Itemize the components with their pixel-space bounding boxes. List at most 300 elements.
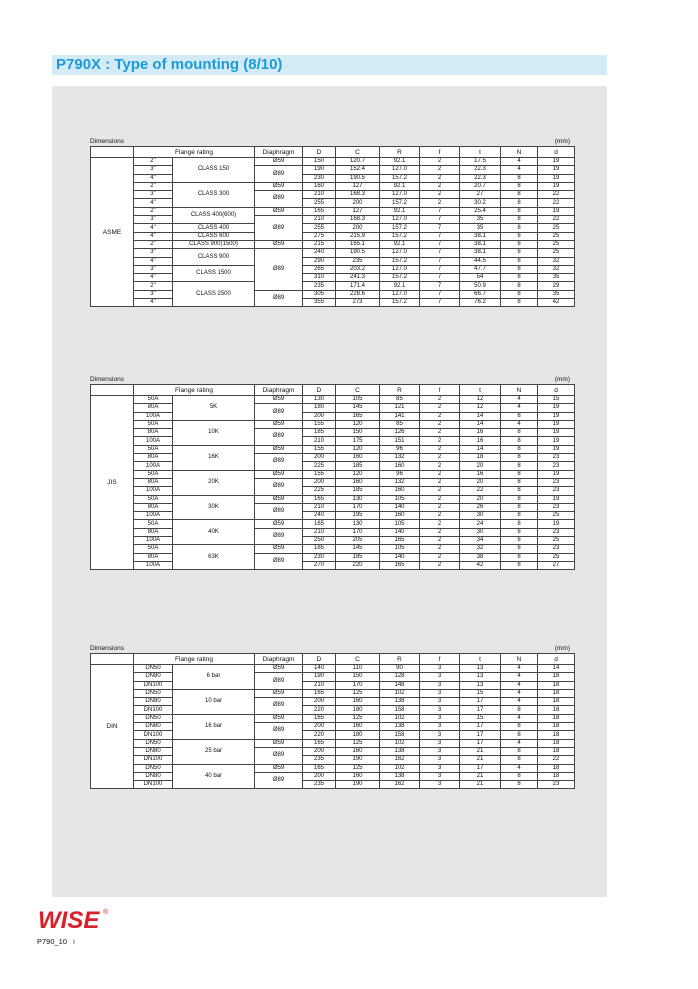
cell-c: 120 <box>336 420 380 428</box>
cell-t: 17 <box>460 764 501 772</box>
cell-c: 127 <box>336 182 380 190</box>
cell-r: 85 <box>380 396 420 404</box>
cell-d-outer: 200 <box>303 723 336 731</box>
cell-size: DN50 <box>134 739 173 747</box>
cell-d-outer: 165 <box>303 689 336 697</box>
cell-f: 7 <box>420 290 460 298</box>
cell-c: 190.5 <box>336 249 380 257</box>
cell-t: 21 <box>460 781 501 789</box>
cell-d-hole: 19 <box>538 520 575 528</box>
cell-r: 127.0 <box>380 166 420 174</box>
column-header: N <box>501 385 538 396</box>
table-row <box>91 166 575 174</box>
cell-t: 21 <box>460 756 501 764</box>
cell-n: 4 <box>501 689 538 697</box>
column-header: R <box>380 654 420 665</box>
cell-c: 180 <box>336 731 380 739</box>
table-row <box>91 545 575 553</box>
cell-d-hole: 25 <box>538 232 575 240</box>
cell-d-outer: 210 <box>303 503 336 511</box>
cell-d-outer: 240 <box>303 512 336 520</box>
cell-n: 8 <box>501 249 538 257</box>
cell-d-hole: 19 <box>538 182 575 190</box>
cell-size: DN100 <box>134 731 173 739</box>
cell-diaphragm: Ø89 <box>255 404 303 421</box>
cell-c: 170 <box>336 503 380 511</box>
cell-c: 150 <box>336 673 380 681</box>
cell-size: 2" <box>134 182 173 190</box>
cell-d-outer: 270 <box>303 561 336 569</box>
cell-c: 125 <box>336 764 380 772</box>
cell-f: 7 <box>420 249 460 257</box>
cell-d-outer: 230 <box>303 174 336 182</box>
cell-c: 165.1 <box>336 240 380 248</box>
cell-n: 8 <box>501 412 538 420</box>
cell-r: 165 <box>380 537 420 545</box>
cell-c: 130 <box>336 520 380 528</box>
cell-d-outer: 160 <box>303 182 336 190</box>
table-row <box>91 772 575 780</box>
cell-t: 25.4 <box>460 207 501 215</box>
cell-f: 3 <box>420 698 460 706</box>
cell-n: 4 <box>501 764 538 772</box>
cell-d-hole: 29 <box>538 282 575 290</box>
cell-c: 220 <box>336 561 380 569</box>
cell-f: 2 <box>420 182 460 190</box>
cell-c: 130 <box>336 495 380 503</box>
cell-r: 148 <box>380 681 420 689</box>
cell-d-outer: 240 <box>303 249 336 257</box>
table-row <box>91 706 575 714</box>
cell-d-outer: 225 <box>303 462 336 470</box>
table-row <box>91 739 575 747</box>
cell-f: 2 <box>420 495 460 503</box>
cell-d-hole: 23 <box>538 478 575 486</box>
cell-n: 8 <box>501 454 538 462</box>
table-row <box>91 429 575 437</box>
cell-size: 50A <box>134 545 173 553</box>
cell-f: 3 <box>420 673 460 681</box>
cell-c: 168.3 <box>336 191 380 199</box>
cell-size: DN100 <box>134 756 173 764</box>
cell-diaphragm: Ø89 <box>255 553 303 570</box>
cell-r: 132 <box>380 454 420 462</box>
cell-size: 80A <box>134 404 173 412</box>
cell-class: 30K <box>173 495 255 520</box>
cell-n: 4 <box>501 739 538 747</box>
footer-code: P790_10 <box>37 937 68 946</box>
cell-c: 185 <box>336 462 380 470</box>
cell-size: 50A <box>134 495 173 503</box>
cell-diaphragm: Ø59 <box>255 520 303 528</box>
cell-d-hole: 18 <box>538 706 575 714</box>
column-header: f <box>420 147 460 158</box>
cell-d-hole: 23 <box>538 487 575 495</box>
cell-r: 105 <box>380 545 420 553</box>
cell-d-hole: 18 <box>538 681 575 689</box>
cell-t: 20 <box>460 478 501 486</box>
cell-d-hole: 22 <box>538 756 575 764</box>
cell-c: 168.3 <box>336 216 380 224</box>
cell-d-outer: 210 <box>303 437 336 445</box>
cell-d-outer: 250 <box>303 537 336 545</box>
cell-t: 44.5 <box>460 257 501 265</box>
cell-diaphragm: Ø59 <box>255 545 303 553</box>
table-row <box>91 520 575 528</box>
cell-d-outer: 200 <box>303 454 336 462</box>
cell-d-outer: 130 <box>303 396 336 404</box>
cell-n: 8 <box>501 561 538 569</box>
table-row <box>91 478 575 486</box>
column-header: d <box>538 654 575 665</box>
cell-d-hole: 23 <box>538 781 575 789</box>
cell-t: 13 <box>460 665 501 673</box>
cell-r: 140 <box>380 503 420 511</box>
unit-label: (mm) <box>554 138 570 145</box>
cell-diaphragm: Ø59 <box>255 665 303 673</box>
cell-class: CLASS 300 <box>173 182 255 207</box>
cell-class: 20K <box>173 470 255 495</box>
cell-d-hole: 19 <box>538 207 575 215</box>
cell-f: 3 <box>420 681 460 689</box>
cell-d-outer: 155 <box>303 420 336 428</box>
cell-r: 138 <box>380 772 420 780</box>
cell-f: 7 <box>420 274 460 282</box>
cell-n: 8 <box>501 487 538 495</box>
cell-c: 120 <box>336 445 380 453</box>
cell-t: 54 <box>460 274 501 282</box>
cell-d-hole: 25 <box>538 240 575 248</box>
cell-t: 17 <box>460 706 501 714</box>
cell-f: 2 <box>420 462 460 470</box>
cell-d-hole: 25 <box>538 249 575 257</box>
cell-t: 20 <box>460 462 501 470</box>
table-row <box>91 553 575 561</box>
cell-t: 32 <box>460 545 501 553</box>
cell-size: 2" <box>134 282 173 290</box>
cell-d-hole: 25 <box>538 553 575 561</box>
cell-diaphragm: Ø59 <box>255 495 303 503</box>
cell-c: 145 <box>336 404 380 412</box>
cell-f: 3 <box>420 665 460 673</box>
cell-d-hole: 19 <box>538 445 575 453</box>
cell-t: 13 <box>460 673 501 681</box>
cell-f: 3 <box>420 747 460 755</box>
cell-n: 8 <box>501 503 538 511</box>
cell-f: 2 <box>420 520 460 528</box>
column-header: N <box>501 654 538 665</box>
cell-f: 2 <box>420 166 460 174</box>
cell-n: 8 <box>501 747 538 755</box>
cell-d-outer: 165 <box>303 764 336 772</box>
cell-c: 200 <box>336 199 380 207</box>
table-row <box>91 681 575 689</box>
cell-n: 8 <box>501 240 538 248</box>
cell-r: 158 <box>380 731 420 739</box>
cell-d-outer: 150 <box>303 158 336 166</box>
cell-f: 2 <box>420 545 460 553</box>
cell-f: 2 <box>420 537 460 545</box>
cell-d-outer: 230 <box>303 553 336 561</box>
cell-size: 100A <box>134 561 173 569</box>
column-header: Flange rating <box>134 147 255 158</box>
table-row <box>91 232 575 240</box>
jis-table <box>90 384 575 570</box>
cell-r: 121 <box>380 404 420 412</box>
cell-n: 8 <box>501 478 538 486</box>
cell-size: 100A <box>134 412 173 420</box>
cell-f: 2 <box>420 412 460 420</box>
cell-class: CLASS 2500 <box>173 282 255 307</box>
cell-diaphragm: Ø59 <box>255 240 303 248</box>
cell-t: 15 <box>460 714 501 722</box>
cell-size: DN50 <box>134 714 173 722</box>
cell-n: 8 <box>501 429 538 437</box>
cell-c: 125 <box>336 739 380 747</box>
table-row <box>91 731 575 739</box>
cell-diaphragm: Ø59 <box>255 207 303 215</box>
cell-d-outer: 220 <box>303 731 336 739</box>
cell-d-outer: 310 <box>303 274 336 282</box>
cell-d-outer: 200 <box>303 412 336 420</box>
table-row <box>91 487 575 495</box>
table-row <box>91 404 575 412</box>
table-row <box>91 512 575 520</box>
cell-f: 7 <box>420 207 460 215</box>
cell-d-hole: 18 <box>538 698 575 706</box>
cell-r: 157.2 <box>380 299 420 307</box>
cell-diaphragm: Ø59 <box>255 739 303 747</box>
table-row <box>91 224 575 232</box>
cell-class: 25 bar <box>173 739 255 764</box>
cell-n: 8 <box>501 462 538 470</box>
cell-n: 8 <box>501 224 538 232</box>
cell-n: 8 <box>501 445 538 453</box>
table-row <box>91 158 575 166</box>
cell-t: 18 <box>460 454 501 462</box>
cell-n: 4 <box>501 673 538 681</box>
cell-c: 203.2 <box>336 265 380 273</box>
column-header: f <box>420 385 460 396</box>
cell-d-hole: 18 <box>538 689 575 697</box>
cell-d-hole: 22 <box>538 191 575 199</box>
cell-d-hole: 22 <box>538 216 575 224</box>
cell-n: 8 <box>501 199 538 207</box>
cell-c: 190 <box>336 781 380 789</box>
cell-c: 170 <box>336 528 380 536</box>
cell-r: 85 <box>380 420 420 428</box>
cell-size: 4" <box>134 224 173 232</box>
cell-size: 50A <box>134 520 173 528</box>
cell-d-hole: 19 <box>538 158 575 166</box>
cell-class: 5K <box>173 396 255 421</box>
cell-diaphragm: Ø59 <box>255 470 303 478</box>
cell-d-outer: 235 <box>303 282 336 290</box>
cell-c: 241.3 <box>336 274 380 282</box>
cell-d-hole: 18 <box>538 764 575 772</box>
cell-f: 3 <box>420 689 460 697</box>
cell-n: 4 <box>501 420 538 428</box>
cell-t: 30 <box>460 512 501 520</box>
cell-d-hole: 32 <box>538 265 575 273</box>
cell-d-hole: 23 <box>538 545 575 553</box>
header-blank <box>91 654 134 665</box>
cell-size: 80A <box>134 553 173 561</box>
column-header: Flange rating <box>134 385 255 396</box>
cell-diaphragm: Ø89 <box>255 698 303 715</box>
cell-d-outer: 155 <box>303 445 336 453</box>
cell-d-hole: 19 <box>538 412 575 420</box>
cell-n: 8 <box>501 437 538 445</box>
column-header: R <box>380 385 420 396</box>
cell-r: 151 <box>380 437 420 445</box>
cell-t: 35 <box>460 216 501 224</box>
cell-d-hole: 19 <box>538 166 575 174</box>
cell-d-outer: 235 <box>303 756 336 764</box>
page-footer <box>37 937 75 946</box>
cell-c: 160 <box>336 698 380 706</box>
column-header: d <box>538 385 575 396</box>
table-row <box>91 437 575 445</box>
cell-r: 92.1 <box>380 282 420 290</box>
table-row <box>91 723 575 731</box>
cell-c: 145 <box>336 545 380 553</box>
cell-t: 15 <box>460 689 501 697</box>
cell-n: 8 <box>501 537 538 545</box>
cell-size: DN80 <box>134 673 173 681</box>
cell-d-hole: 23 <box>538 528 575 536</box>
cell-t: 13 <box>460 681 501 689</box>
cell-diaphragm: Ø89 <box>255 747 303 764</box>
registered-mark: ® <box>103 909 109 916</box>
cell-f: 3 <box>420 731 460 739</box>
cell-r: 127.0 <box>380 191 420 199</box>
cell-size: 3" <box>134 265 173 273</box>
cell-t: 35 <box>460 224 501 232</box>
cell-d-hole: 19 <box>538 429 575 437</box>
cell-d-hole: 35 <box>538 290 575 298</box>
table-row <box>91 396 575 404</box>
cell-n: 8 <box>501 290 538 298</box>
cell-r: 96 <box>380 445 420 453</box>
cell-d-outer: 210 <box>303 191 336 199</box>
cell-d-hole: 19 <box>538 420 575 428</box>
cell-d-outer: 210 <box>303 528 336 536</box>
dimensions-header <box>90 137 574 146</box>
column-header: C <box>336 385 380 396</box>
cell-d-hole: 23 <box>538 462 575 470</box>
column-header: Flange rating <box>134 654 255 665</box>
cell-diaphragm: Ø89 <box>255 454 303 471</box>
cell-t: 47.7 <box>460 265 501 273</box>
cell-size: 80A <box>134 478 173 486</box>
cell-t: 66.7 <box>460 290 501 298</box>
cell-c: 215.9 <box>336 232 380 240</box>
cell-class: CLASS 900(1500) <box>173 240 255 248</box>
cell-d-outer: 220 <box>303 706 336 714</box>
cell-n: 4 <box>501 396 538 404</box>
cell-d-hole: 18 <box>538 723 575 731</box>
cell-class: 16 bar <box>173 714 255 739</box>
cell-size: 50A <box>134 470 173 478</box>
column-header: t <box>460 147 501 158</box>
cell-t: 17 <box>460 698 501 706</box>
cell-t: 17 <box>460 731 501 739</box>
cell-r: 127.0 <box>380 290 420 298</box>
cell-class: 16K <box>173 445 255 470</box>
cell-size: 50A <box>134 420 173 428</box>
cell-diaphragm: Ø59 <box>255 689 303 697</box>
cell-n: 8 <box>501 520 538 528</box>
cell-size: 80A <box>134 454 173 462</box>
cell-diaphragm: Ø89 <box>255 528 303 545</box>
column-header: D <box>303 654 336 665</box>
cell-n: 4 <box>501 166 538 174</box>
cell-d-outer: 180 <box>303 404 336 412</box>
cell-c: 185 <box>336 553 380 561</box>
cell-n: 8 <box>501 731 538 739</box>
cell-f: 2 <box>420 553 460 561</box>
table-row <box>91 182 575 190</box>
cell-size: 4" <box>134 299 173 307</box>
column-header: d <box>538 147 575 158</box>
cell-f: 7 <box>420 216 460 224</box>
cell-c: 190 <box>336 756 380 764</box>
cell-d-hole: 19 <box>538 437 575 445</box>
column-header: C <box>336 654 380 665</box>
cell-f: 7 <box>420 257 460 265</box>
table-row <box>91 257 575 265</box>
cell-diaphragm: Ø89 <box>255 503 303 520</box>
cell-size: 100A <box>134 512 173 520</box>
cell-f: 2 <box>420 158 460 166</box>
table-row <box>91 420 575 428</box>
cell-f: 2 <box>420 445 460 453</box>
cell-size: 2" <box>134 207 173 215</box>
cell-size: DN80 <box>134 747 173 755</box>
cell-d-outer: 140 <box>303 665 336 673</box>
cell-c: 165 <box>336 412 380 420</box>
cell-n: 4 <box>501 681 538 689</box>
table-row <box>91 495 575 503</box>
cell-size: 4" <box>134 232 173 240</box>
cell-d-outer: 185 <box>303 429 336 437</box>
cell-t: 16 <box>460 429 501 437</box>
cell-size: 100A <box>134 487 173 495</box>
cell-n: 8 <box>501 545 538 553</box>
cell-d-hole: 18 <box>538 772 575 780</box>
cell-n: 4 <box>501 698 538 706</box>
cell-d-outer: 165 <box>303 207 336 215</box>
cell-t: 30 <box>460 528 501 536</box>
cell-f: 2 <box>420 404 460 412</box>
cell-size: 50A <box>134 445 173 453</box>
asme-section <box>90 137 574 307</box>
cell-t: 17 <box>460 723 501 731</box>
cell-d-hole: 19 <box>538 470 575 478</box>
unit-label: (mm) <box>554 376 570 383</box>
cell-d-outer: 265 <box>303 265 336 273</box>
cell-c: 185 <box>336 487 380 495</box>
cell-n: 8 <box>501 282 538 290</box>
cell-r: 105 <box>380 495 420 503</box>
cell-t: 17.5 <box>460 158 501 166</box>
cell-r: 92.1 <box>380 207 420 215</box>
dimensions-header <box>90 375 574 384</box>
cell-d-outer: 190 <box>303 166 336 174</box>
table-row <box>91 689 575 697</box>
cell-d-hole: 32 <box>538 257 575 265</box>
